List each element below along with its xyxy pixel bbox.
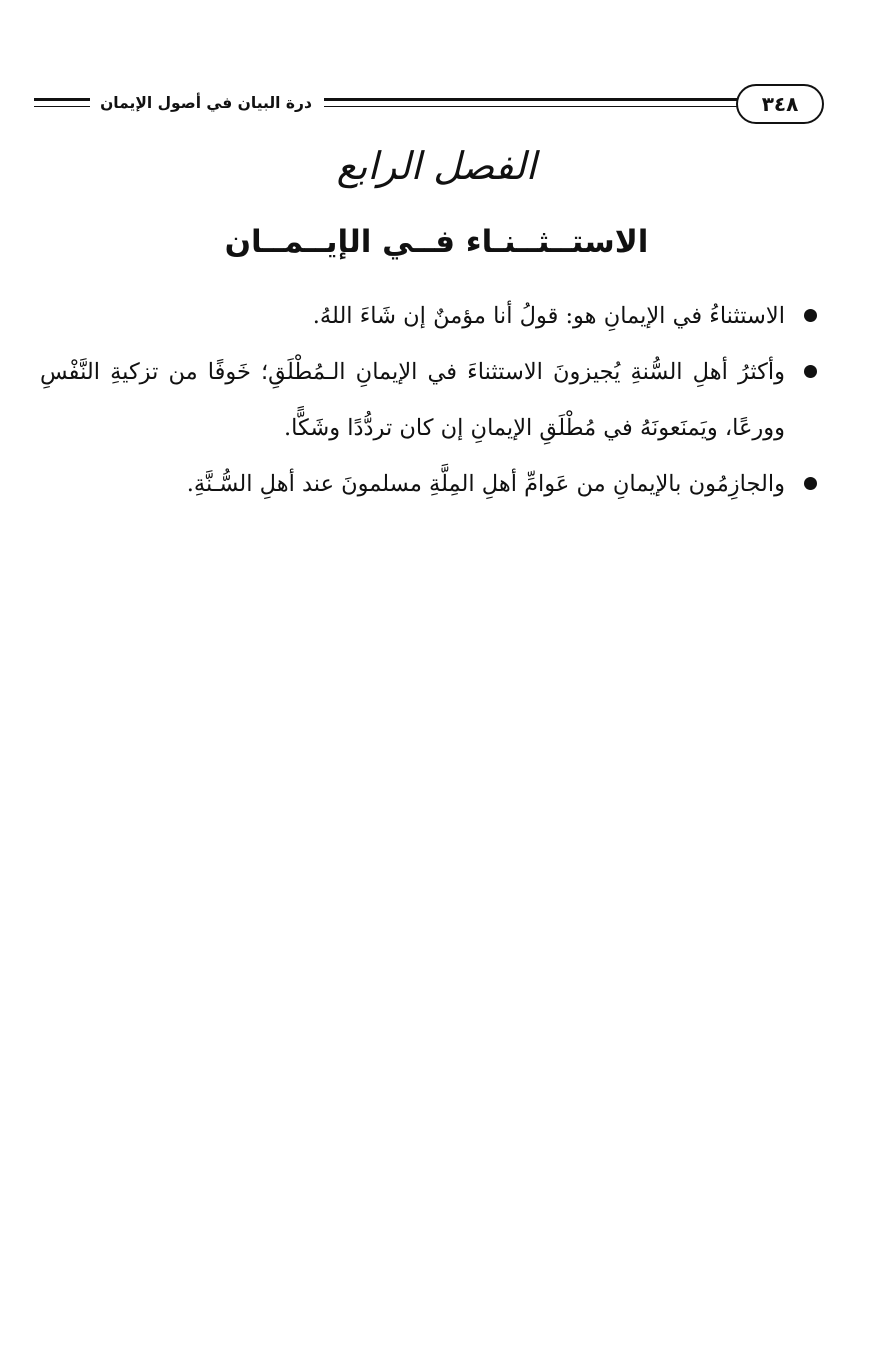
list-item-text: والجازِمُون بالإيمانِ من عَوامِّ أهلِ المِلَّةِ مسلمونَ عند أهلِ السُّـنَّةِ.: [186, 471, 785, 497]
bullet-icon: [804, 365, 817, 378]
list-item: [40, 456, 821, 512]
bullet-icon: [804, 477, 817, 490]
book-title: درة البيان في أصول الإيمان: [100, 94, 312, 112]
header-end-rule: [34, 98, 90, 107]
chapter-label: الفصل الرابع: [336, 144, 537, 188]
list-item: [40, 288, 821, 344]
list-item-text: الاستثناءُ في الإيمانِ هو: قولُ أنا مؤمنٌ إن شَاءَ اللهُ.: [312, 303, 785, 329]
bullet-icon: [804, 309, 817, 322]
page-number: ٣٤٨: [736, 84, 824, 124]
list-item: [40, 344, 821, 456]
chapter-title: الاستــثــنـاء فــي الإيــمــان: [224, 224, 649, 260]
list-item-text: وأكثرُ أهلِ السُّنةِ يُجيزونَ الاستثناءَ في الإيمانِ الـمُطْلَقِ؛ خَوفًا من تزكيةِ النَّفْسِ وورعًا، ويَمنَعونَهُ في مُطْلَقِ الإيمانِ إن كان تردُّدًا وشَكًّا.: [40, 359, 785, 441]
running-header: [34, 84, 824, 126]
content-list: [40, 288, 821, 512]
header-rule: [324, 98, 738, 107]
